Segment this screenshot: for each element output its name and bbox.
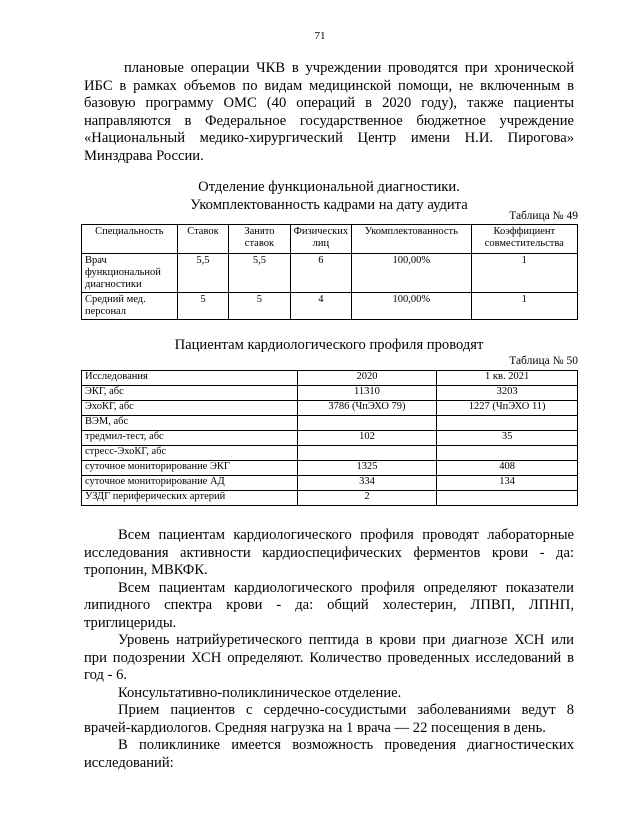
paragraph: В поликлинике имеется возможность проведения диагностических исследований: (84, 737, 574, 771)
table-cell: 334 (297, 476, 437, 491)
table-cell (297, 446, 437, 461)
table-header-cell: Коэффициент совместительства (471, 225, 577, 254)
table-cell: 5 (229, 293, 290, 320)
table-cell: 3786 (ЧпЭХО 79) (297, 401, 437, 416)
table-row (82, 254, 578, 293)
table-cell: суточное мониторирование ЭКГ (82, 461, 298, 476)
table-header-cell: Исследования (82, 371, 298, 386)
table-header-cell: Укомплектованность (352, 225, 471, 254)
table-cell: 408 (437, 461, 578, 476)
table-cell: 6 (290, 254, 352, 293)
table-cell: 102 (297, 431, 437, 446)
table-cell: 3203 (437, 386, 578, 401)
table-header-row (82, 371, 578, 386)
table50-caption: Таблица № 50 (509, 355, 578, 367)
table-cell: 1325 (297, 461, 437, 476)
table-cell: 100,00% (352, 293, 471, 320)
table-cell: 5,5 (177, 254, 229, 293)
cardio-tests-table (81, 370, 578, 506)
table-header-cell: Занято ставок (229, 225, 290, 254)
table-row (82, 476, 578, 491)
table-cell: 1 (471, 254, 577, 293)
table-header-cell: Специальность (82, 225, 178, 254)
page-number: 71 (314, 30, 326, 42)
section1-title-line1: Отделение функциональной диагностики. (198, 179, 460, 195)
table-cell: 1227 (ЧпЭХО 11) (437, 401, 578, 416)
table-header-cell: Ставок (177, 225, 229, 254)
intro-paragraph: плановые операции ЧКВ в учреждении проводятся при хронической ИБС в рамках объемов по видам медицинской помощи, не включенным в базовую программу ОМС (40 операций в 2020 году), также пациенты направляются в Федеральное государственное бюджетное учреждение «Национальный медико-хирургический Центр имени Н.И. Пирогова» Минздрава России. (84, 60, 574, 164)
table-cell: ЭхоКГ, абс (82, 401, 298, 416)
paragraph: Уровень натрийуретического пептида в крови при диагнозе ХСН или при подозрении ХСН определяют. Количество проведенных исследований в год - 6. (84, 632, 574, 683)
table49-caption: Таблица № 49 (509, 210, 578, 222)
table-cell (437, 491, 578, 506)
table-header-cell: Физических лиц (290, 225, 352, 254)
table-cell: Врач функциональной диагностики (82, 254, 178, 293)
staffing-table (81, 224, 578, 320)
table-cell: УЗДГ периферических артерий (82, 491, 298, 506)
table-cell: 5,5 (229, 254, 290, 293)
table-row (82, 461, 578, 476)
table-cell (297, 416, 437, 431)
paragraph: Всем пациентам кардиологического профиля определяют показатели липидного спектра крови - да: общий холестерин, ЛПВП, ЛПНП, триглицериды. (84, 579, 574, 631)
table-cell: 35 (437, 431, 578, 446)
table-cell: 100,00% (352, 254, 471, 293)
table-cell: суточное мониторирование АД (82, 476, 298, 491)
table-cell: стресс-ЭхоКГ, абс (82, 446, 298, 461)
paragraph: Всем пациентам кардиологического профиля проводят лабораторные исследования активности кардиоспецифических ферментов крови - да: тропонин, МВКФК. (84, 527, 574, 578)
table-row (82, 401, 578, 416)
table-row (82, 416, 578, 431)
table-header-cell: 1 кв. 2021 (437, 371, 578, 386)
table-cell: тредмил-тест, абс (82, 431, 298, 446)
section1-title-line2: Укомплектованность кадрами на дату аудита (190, 196, 468, 213)
table-cell: 1 (471, 293, 577, 320)
table-header-cell: 2020 (297, 371, 437, 386)
table-row (82, 446, 578, 461)
section2-title: Пациентам кардиологического профиля проводят (174, 337, 484, 353)
body-text (84, 527, 574, 772)
section1-title (84, 179, 574, 214)
table-cell: 134 (437, 476, 578, 491)
table-cell: ЭКГ, абс (82, 386, 298, 401)
table-row (82, 431, 578, 446)
paragraph: Консультативно-поликлиническое отделение. (118, 684, 402, 701)
table-cell: 11310 (297, 386, 437, 401)
table-cell: 5 (177, 293, 229, 320)
table-header-row (82, 225, 578, 254)
table-cell: 4 (290, 293, 352, 320)
table-row (82, 293, 578, 320)
table-cell (437, 416, 578, 431)
table-row (82, 386, 578, 401)
table-cell: 2 (297, 491, 437, 506)
table-cell: ВЭМ, абс (82, 416, 298, 431)
paragraph: Прием пациентов с сердечно-сосудистыми заболеваниями ведут 8 врачей-кардиологов. Средняя нагрузка на 1 врача — 22 посещения в день. (84, 702, 574, 736)
table-cell (437, 446, 578, 461)
table-cell: Средний мед. персонал (82, 293, 178, 320)
table-row (82, 491, 578, 506)
